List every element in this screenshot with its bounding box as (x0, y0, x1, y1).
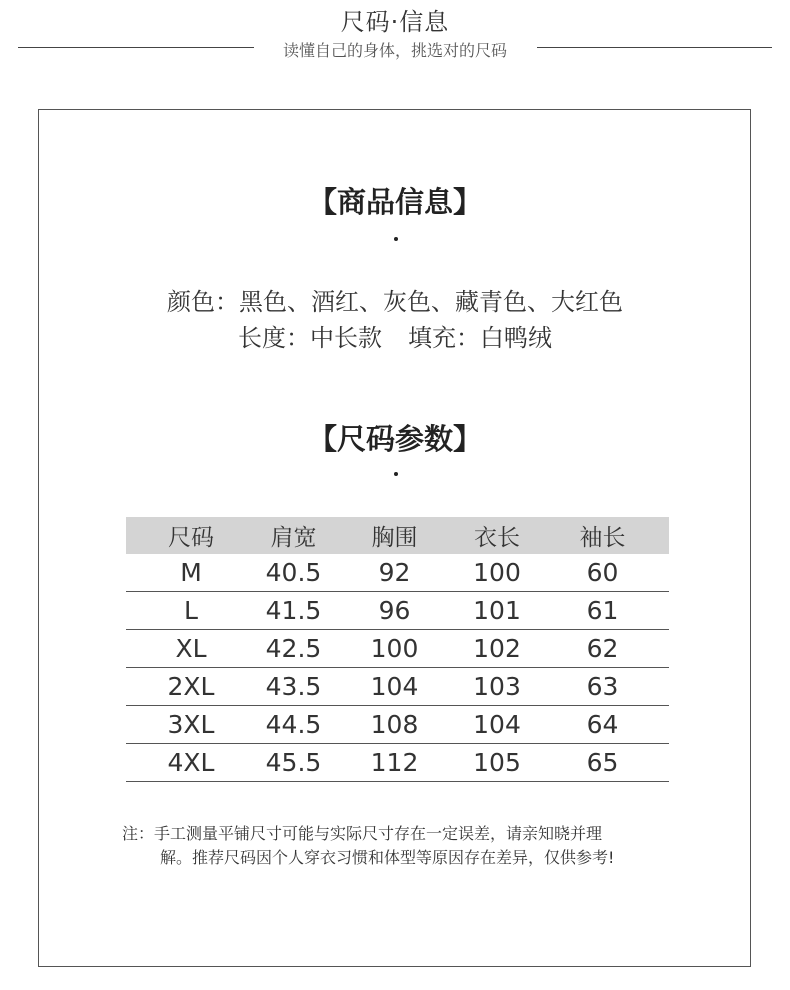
cell-chest: 112 (331, 744, 458, 782)
cell-shoulder: 44.5 (256, 706, 331, 744)
size-table (126, 517, 669, 782)
column-header-size: 尺码 (126, 517, 256, 554)
page-subtitle: 读懂自己的身体，挑选对的尺码 (282, 41, 507, 60)
table-row (126, 630, 669, 668)
table-row (126, 706, 669, 744)
filling-text: 填充：白鸭绒 (408, 324, 552, 352)
cell-chest: 108 (331, 706, 458, 744)
cell-chest: 100 (331, 630, 458, 668)
product-info-dot (394, 237, 398, 241)
cell-sleeve: 60 (536, 554, 669, 592)
cell-chest: 104 (331, 668, 458, 706)
cell-shoulder: 42.5 (256, 630, 331, 668)
size-table-header (126, 517, 669, 554)
cell-length: 103 (458, 668, 536, 706)
column-header-chest: 胸围 (331, 517, 458, 554)
page-title: 尺码·信息 (340, 8, 450, 36)
length-filling-line (0, 318, 790, 353)
cell-length: 101 (458, 592, 536, 630)
header-divider-right (537, 47, 772, 48)
measurement-note (122, 822, 614, 870)
cell-shoulder: 43.5 (256, 668, 331, 706)
note-line-2: 解。推荐尺码因个人穿衣习惯和体型等原因存在差异，仅供参考! (160, 848, 615, 867)
cell-length: 105 (458, 744, 536, 782)
column-header-shoulder: 肩宽 (256, 517, 331, 554)
column-header-sleeve: 袖长 (536, 517, 669, 554)
cell-shoulder: 40.5 (256, 554, 331, 592)
cell-shoulder: 41.5 (256, 592, 331, 630)
cell-chest: 96 (331, 592, 458, 630)
cell-length: 100 (458, 554, 536, 592)
cell-length: 102 (458, 630, 536, 668)
column-header-length: 衣长 (458, 517, 536, 554)
table-row (126, 592, 669, 630)
table-row (126, 554, 669, 592)
table-row (126, 744, 669, 782)
cell-shoulder: 45.5 (256, 744, 331, 782)
length-text: 长度：中长款 (238, 324, 382, 352)
cell-size: L (126, 592, 256, 630)
product-info-title: 【商品信息】 (307, 185, 482, 219)
size-params-dot (394, 472, 398, 476)
cell-sleeve: 65 (536, 744, 669, 782)
cell-size: 3XL (126, 706, 256, 744)
cell-sleeve: 64 (536, 706, 669, 744)
cell-sleeve: 61 (536, 592, 669, 630)
note-line-1: 注：手工测量平铺尺寸可能与实际尺寸存在一定误差，请亲知晓并理 (122, 824, 603, 843)
table-row (126, 668, 669, 706)
color-line: 颜色：黑色、酒红、灰色、藏青色、大红色 (167, 288, 623, 316)
cell-size: 2XL (126, 668, 256, 706)
cell-sleeve: 62 (536, 630, 669, 668)
cell-size: XL (126, 630, 256, 668)
cell-sleeve: 63 (536, 668, 669, 706)
size-params-title: 【尺码参数】 (307, 422, 482, 456)
cell-chest: 92 (331, 554, 458, 592)
cell-size: 4XL (126, 744, 256, 782)
cell-size: M (126, 554, 256, 592)
cell-length: 104 (458, 706, 536, 744)
